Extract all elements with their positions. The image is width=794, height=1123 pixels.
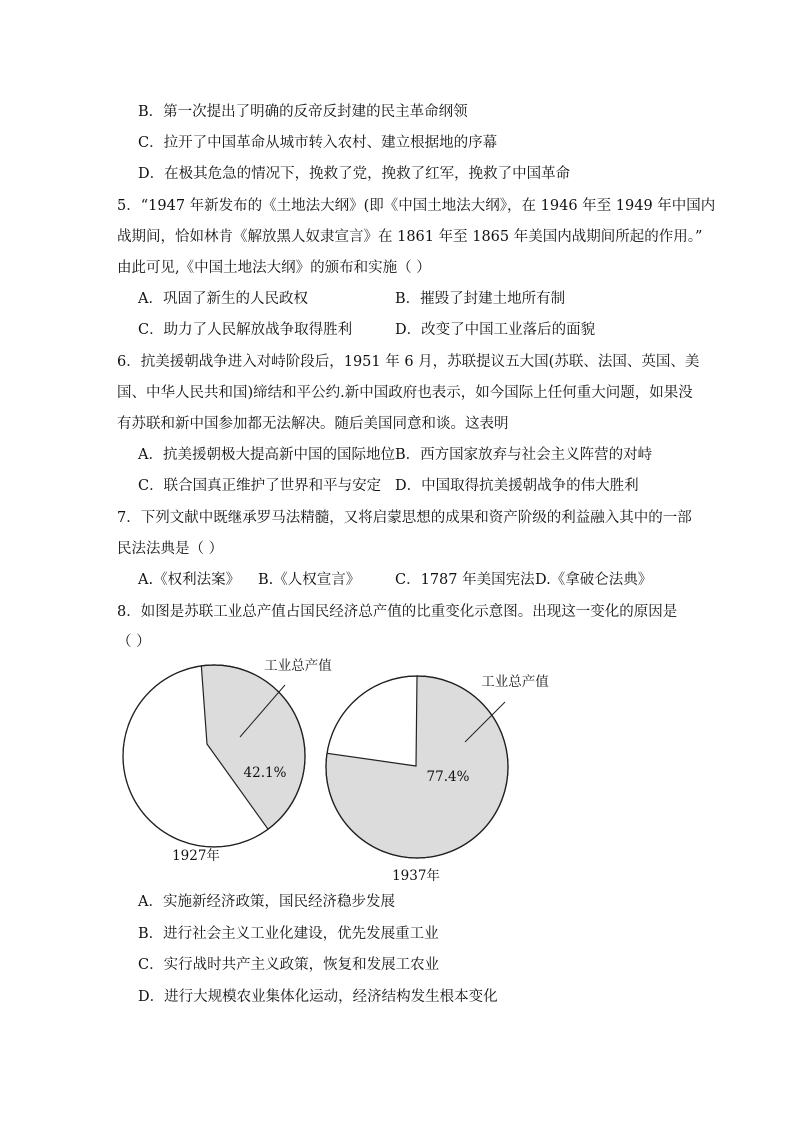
q6-option-c: C．联合国真正维护了世界和平与安定: [138, 478, 382, 494]
pie-1-slice-label: 工业总产值: [481, 674, 549, 690]
q5-option-a: A．巩固了新生的人民政权: [138, 291, 308, 307]
q8-option-c: C．实行战时共产主义政策，恢复和发展工农业: [138, 957, 440, 973]
pie-charts-figure: [110, 650, 570, 894]
q4-option-c: C．拉开了中国革命从城市转入农村、建立根据地的序幕: [138, 135, 498, 151]
pie-0-value-label: 42.1%: [243, 765, 287, 781]
pie-0-slice-label: 工业总产值: [264, 658, 332, 674]
q5-option-c: C．助力了人民解放战争取得胜利: [138, 322, 353, 338]
q8-option-b: B．进行社会主义工业化建设，优先发展重工业: [138, 926, 439, 942]
q7-option-a: A.《权利法案》: [138, 572, 241, 588]
pie-1-year-label: 1937年: [392, 868, 440, 884]
q4-option-d: D．在极其危急的情况下，挽救了党，挽救了红军，挽救了中国革命: [138, 166, 571, 182]
q6-option-a: A．抗美援朝极大提高新中国的国际地位: [138, 447, 395, 463]
q7-option-b: B.《人权宣言》: [258, 572, 361, 588]
q6-option-b: B．西方国家放弃与社会主义阵营的对峙: [395, 447, 653, 463]
q6-option-d: D．中国取得抗美援朝战争的伟大胜利: [395, 478, 639, 494]
q7-stem-line-2: 民法法典是（ ）: [117, 541, 224, 557]
q7-option-d: D.《拿破仑法典》: [535, 572, 653, 588]
pie-0-year-label: 1927年: [172, 848, 220, 864]
pie-1-value-label: 77.4%: [426, 769, 470, 785]
q5-option-d: D．改变了中国工业落后的面貌: [395, 322, 596, 338]
q7-option-c: C．1787 年美国宪法: [395, 572, 535, 588]
q6-stem-line-1: 6．抗美援朝战争进入对峙阶段后，1951 年 6 月，苏联提议五大国(苏联、法国、英国、美: [117, 354, 700, 370]
q5-stem-line-3: 由此可见,《中国土地法大纲》的颁布和实施（ ）: [117, 260, 431, 276]
q7-stem-line-1: 7．下列文献中既继承罗马法精髓，又将启蒙思想的成果和资产阶级的利益融入其中的一部: [117, 510, 692, 526]
q8-stem-line-2: （ ）: [117, 634, 151, 650]
q8-stem-line-1: 8．如图是苏联工业总产值占国民经济总产值的比重变化示意图。出现这一变化的原因是: [117, 604, 678, 620]
q8-option-a: A．实施新经济政策，国民经济稳步发展: [138, 894, 395, 910]
q6-stem-line-3: 有苏联和新中国参加都无法解决。随后美国同意和谈。这表明: [117, 416, 509, 432]
pie-charts-svg: [110, 650, 570, 890]
q5-stem-line-1: 5．“1947 年新发布的《土地法大纲》(即《中国土地法大纲》，在 1946 年至 1949 年中国内: [117, 198, 716, 214]
q5-stem-line-2: 战期间，恰如林肯《解放黑人奴隶宣言》在 1861 年至 1865 年美国内战期间所起的作用。”: [117, 229, 703, 245]
q6-stem-line-2: 国、中华人民共和国)缔结和平公约.新中国政府也表示，如今国际上任何重大问题，如果没: [117, 385, 693, 401]
q5-option-b: B．摧毁了封建土地所有制: [395, 291, 566, 307]
q8-option-d: D．进行大规模农业集体化运动，经济结构发生根本变化: [138, 989, 498, 1005]
q4-option-b: B．第一次提出了明确的反帝反封建的民主革命纲领: [138, 104, 468, 120]
